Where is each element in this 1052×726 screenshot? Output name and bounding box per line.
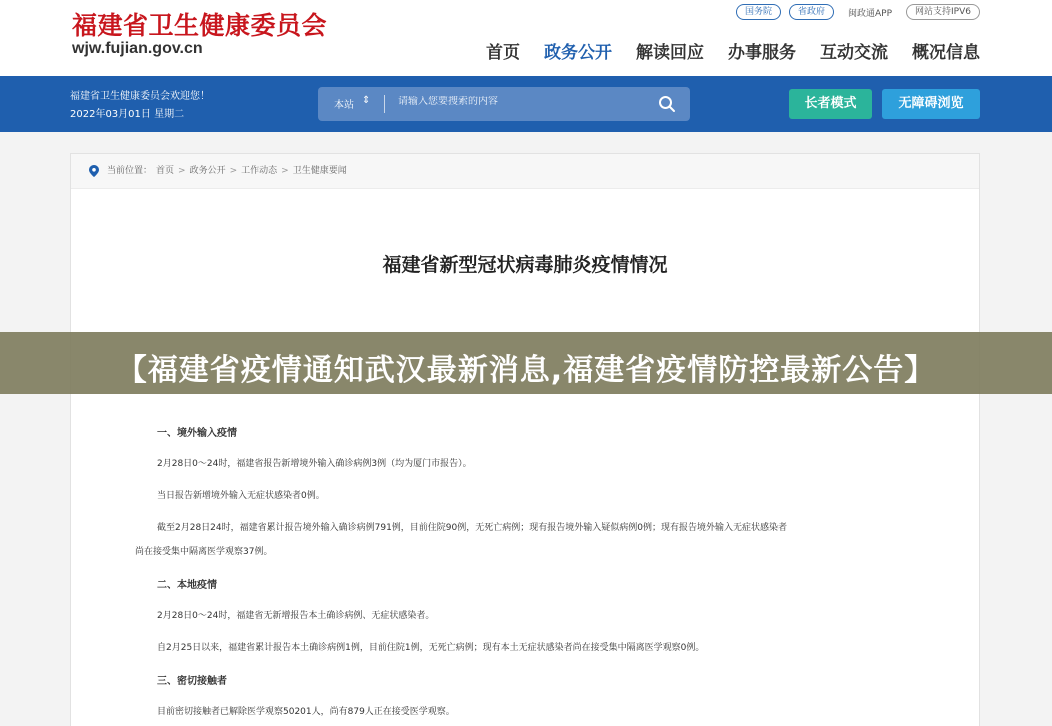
ipv6-badge: 网站支持IPV6 [906,4,980,20]
site-logo-title[interactable]: 福建省卫生健康委员会 [72,11,328,40]
site-header [0,0,1052,76]
sort-caret-icon[interactable]: ⇕ [362,95,371,106]
guowuyuan-link[interactable]: 国务院 [736,4,781,20]
section-heading: 一、境外输入疫情 [157,428,237,439]
paragraph: 截至2月28日24时，福建省累计报告境外输入确诊病例791例，目前住院90例，无死亡病例；现有报告境外输入疑似病例0例；现有报告境外输入无症状感染者 [157,523,787,533]
nav-overview[interactable]: 概况信息 [912,43,980,63]
search-input[interactable] [398,96,638,107]
paragraph: 自2月25日以来，福建省累计报告本土确诊病例1例，目前住院1例，无死亡病例；现有本土无症状感染者尚在接受集中隔离医学观察0例。 [157,643,705,653]
breadcrumb-separator: > [281,165,289,176]
paragraph: 当日报告新增境外输入无症状感染者0例。 [157,491,325,501]
main-nav [486,38,980,63]
nav-interaction[interactable]: 互动交流 [820,43,888,63]
province-gov-link[interactable]: 省政府 [789,4,834,20]
breadcrumb [71,154,979,189]
breadcrumb-prefix: 当前位置： [107,165,153,176]
paragraph: 2月28日0～24时，福建省无新增报告本土确诊病例、无症状感染者。 [157,611,435,621]
elder-mode-button[interactable]: 长者模式 [789,89,872,119]
welcome-block [70,88,210,124]
article-title: 福建省新型冠状病毒肺炎疫情情况 [382,254,668,276]
search-scope-select[interactable]: 本站 [334,100,354,111]
breadcrumb-home[interactable]: 首页 [156,165,175,176]
breadcrumb-health-news[interactable]: 卫生健康要闻 [292,165,347,176]
search-divider [384,95,385,113]
banner-headline: 【福建省疫情通知武汉最新消息,福建省疫情防控最新公告】 [116,353,936,388]
breadcrumb-gov-affairs[interactable]: 政务公开 [189,165,226,176]
article-card [70,153,980,726]
paragraph: 2月28日0～24时，福建省报告新增境外输入确诊病例3例（均为厦门市报告）。 [157,459,472,469]
nav-gov-affairs[interactable]: 政务公开 [544,43,612,63]
paragraph-continuation: 尚在接受集中隔离医学观察37例。 [135,547,273,557]
current-date: 2022年03月01日 星期二 [70,109,185,120]
nav-interpretation[interactable]: 解读回应 [636,43,704,63]
paragraph: 目前密切接触者已解除医学观察50201人，尚有879人正在接受医学观察。 [157,707,455,717]
app-link[interactable]: 闽政通APP [848,8,893,19]
search-box [318,87,690,121]
nav-services[interactable]: 办事服务 [728,43,796,63]
search-icon[interactable] [658,95,676,113]
welcome-text: 福建省卫生健康委员会欢迎您！ [70,91,210,102]
section-heading: 二、本地疫情 [157,580,217,591]
breadcrumb-separator: > [229,165,238,176]
overlay-banner [0,332,1052,394]
accessible-browse-button[interactable]: 无障碍浏览 [882,89,980,119]
location-pin-icon [89,165,99,177]
site-domain: wjw.fujian.gov.cn [72,40,203,57]
nav-home[interactable]: 首页 [486,43,520,63]
breadcrumb-separator: > [178,165,186,176]
top-links [736,4,980,20]
section-heading: 三、密切接触者 [157,676,227,687]
breadcrumb-work-news[interactable]: 工作动态 [241,165,278,176]
utility-bar [0,76,1052,132]
